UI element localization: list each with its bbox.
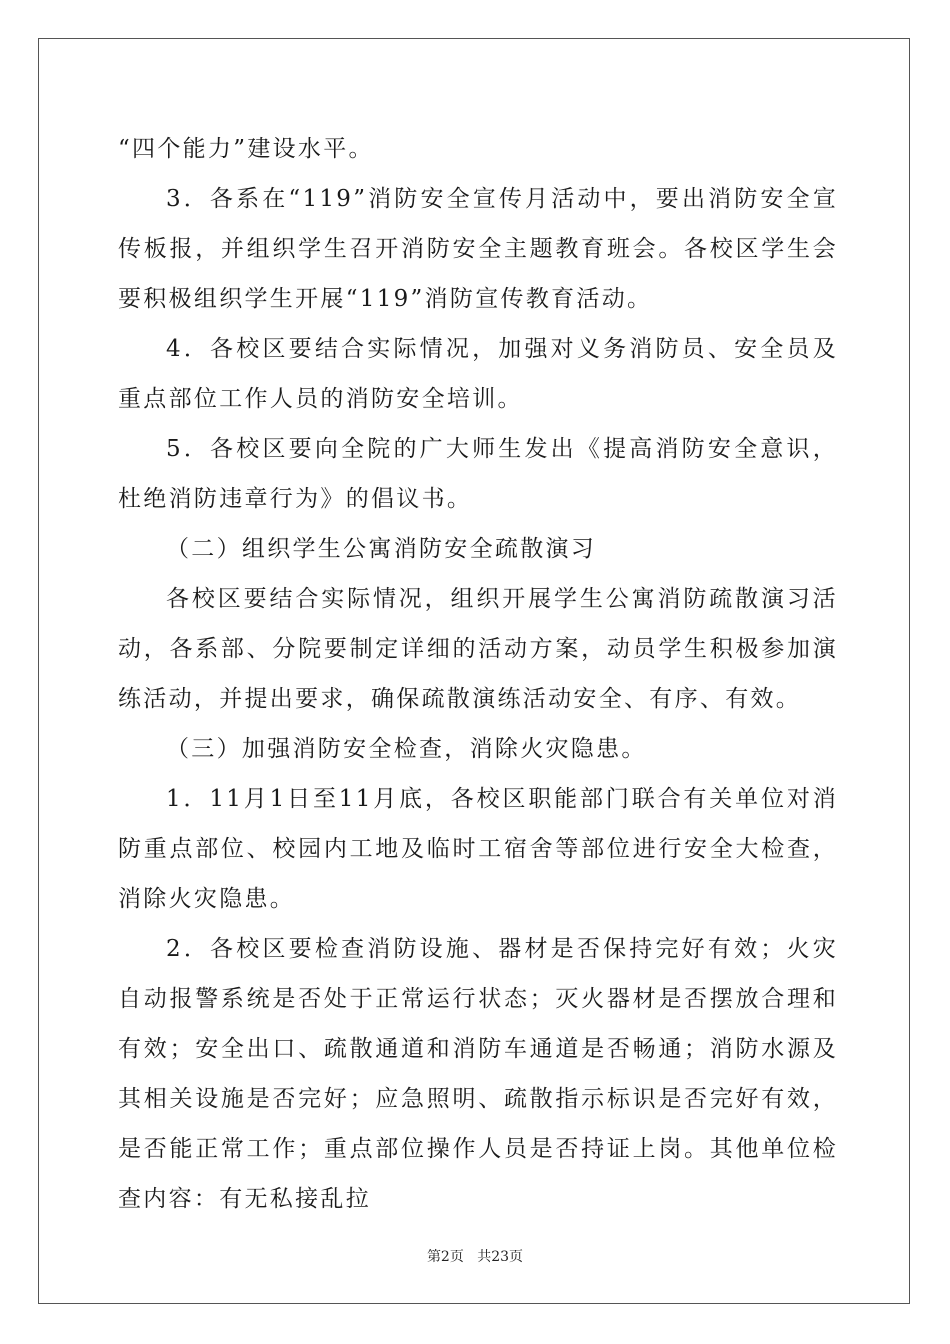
page-number: 第2页 [426,1249,464,1265]
paragraph-6: 1．11月1日至11月底，各校区职能部门联合有关单位对消防重点部位、校园内工地及临时工宿舍等部位进行安全大检查，消除火灾隐患。 [118,786,838,912]
paragraph-1: “四个能力”建设水平。 [118,136,374,162]
page-total: 共23页 [477,1249,524,1265]
paragraph-4: 5．各校区要向全院的广大师生发出《提高消防安全意识，杜绝消防违章行为》的倡议书。 [118,436,838,512]
paragraph-2: 3．各系在“119”消防安全宣传月活动中，要出消防安全宣传板报，并组织学生召开消防安全主题教育班会。各校区学生会要积极组织学生开展“119”消防宣传教育活动。 [118,186,838,312]
paragraph-7: 2．各校区要检查消防设施、器材是否保持完好有效；火灾自动报警系统是否处于正常运行状态；灭火器材是否摆放合理和有效；安全出口、疏散通道和消防车通道是否畅通；消防水源及其相关设施是否完好；应急照明、疏散指示标识是否完好有效，是否能正常工作；重点部位操作人员是否持证上岗。其他单位检查内容：有无私接乱拉 [118,936,838,1212]
page-footer [0,1246,950,1266]
section-heading-3: （三）加强消防安全检查，消除火灾隐患。 [166,736,647,762]
paragraph-5: 各校区要结合实际情况，组织开展学生公寓消防疏散演习活动，各系部、分院要制定详细的活动方案，动员学生积极参加演练活动，并提出要求，确保疏散演练活动安全、有序、有效。 [118,586,838,712]
document-body [118,124,838,1224]
section-heading-2: （二）组织学生公寓消防安全疏散演习 [166,536,597,562]
paragraph-3: 4．各校区要结合实际情况，加强对义务消防员、安全员及重点部位工作人员的消防安全培训。 [118,336,838,412]
